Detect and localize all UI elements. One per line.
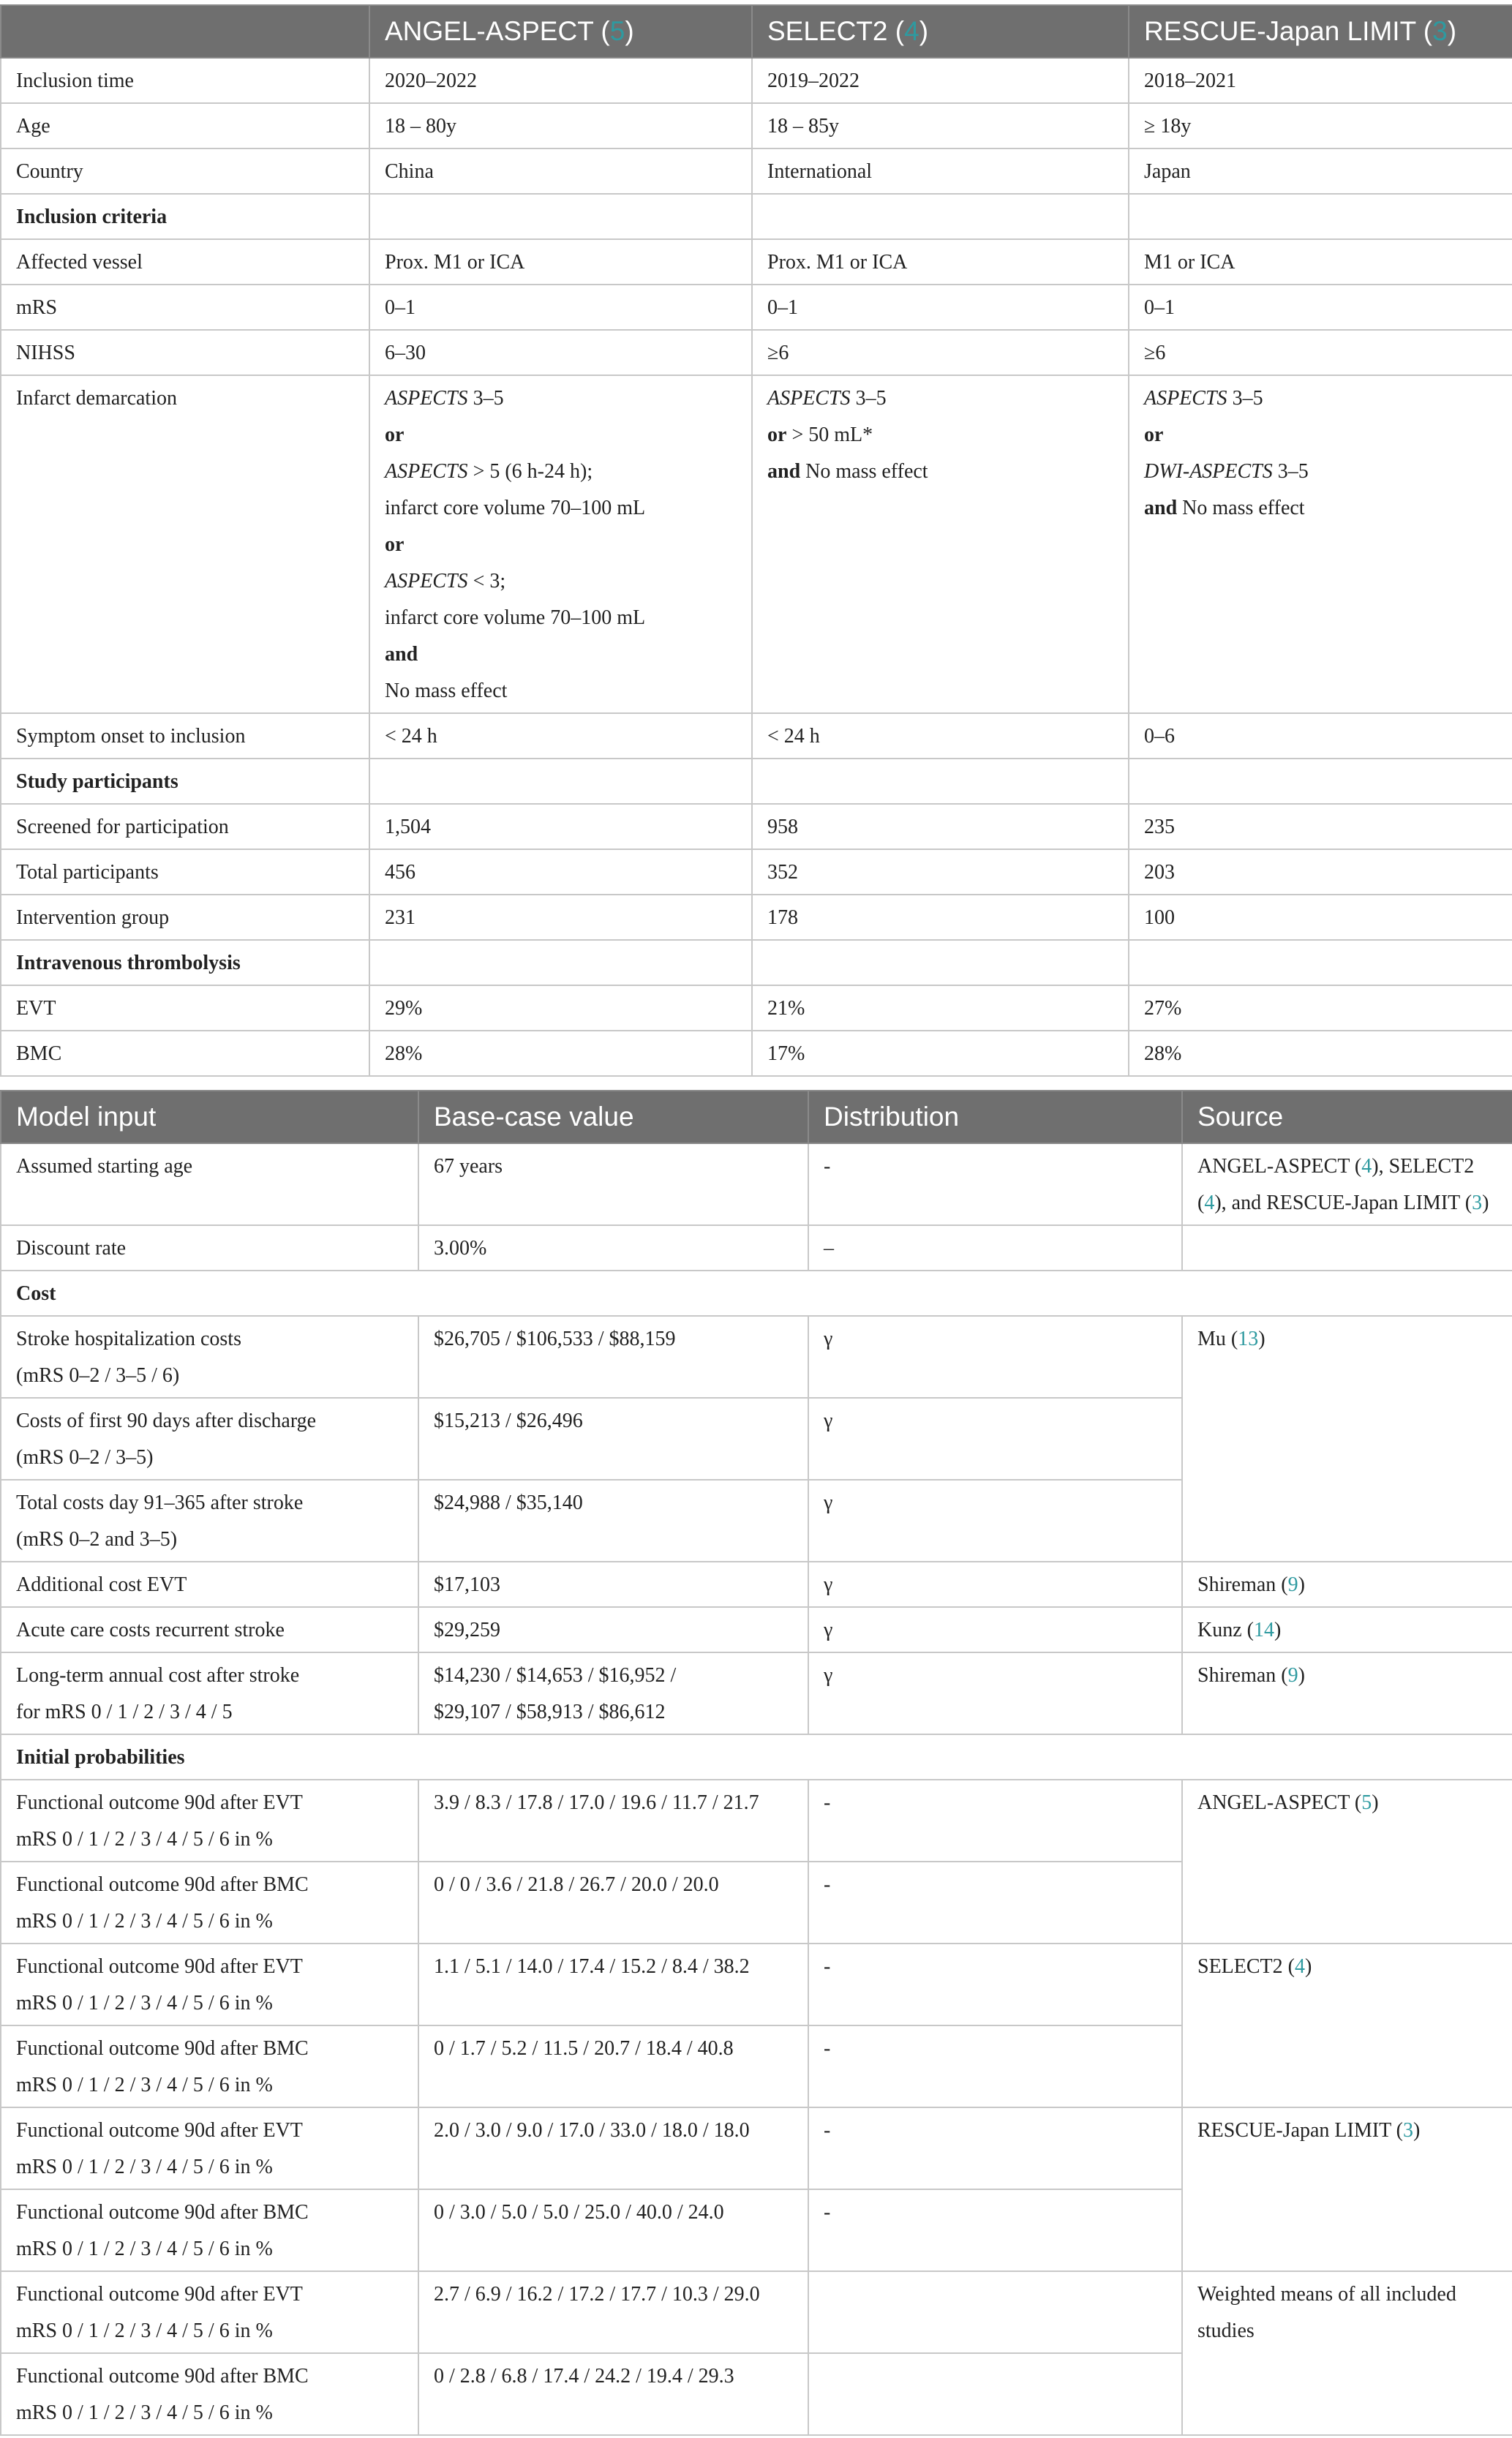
cell: 6–30 — [369, 330, 752, 375]
row-label: mRS — [1, 285, 369, 330]
cell — [808, 2271, 1182, 2353]
row-label: Symptom onset to inclusion — [1, 713, 369, 759]
reference-link[interactable]: 3 — [1432, 16, 1448, 46]
table-row — [1, 1316, 1512, 1398]
cell: γ — [808, 1652, 1182, 1734]
cell: < 24 h — [752, 713, 1129, 759]
row-label: EVT — [1, 985, 369, 1031]
section-label: Inclusion criteria — [1, 194, 369, 239]
table-header-row — [1, 1091, 1512, 1143]
header-select2: SELECT2 (4) — [752, 5, 1129, 58]
cell-infarct-select2: ASPECTS 3–5 or > 50 mL* and No mass effect — [752, 375, 1129, 713]
row-label: Total participants — [1, 849, 369, 895]
cell: 100 — [1129, 895, 1512, 940]
table-row — [1, 58, 1512, 103]
cell: 2.7 / 6.9 / 16.2 / 17.2 / 17.7 / 10.3 / 29.0 — [418, 2271, 808, 2353]
cell: - — [808, 1780, 1182, 1862]
header-source: Source — [1182, 1091, 1512, 1143]
table-row — [1, 985, 1512, 1031]
row-label: Infarct demarcation — [1, 375, 369, 713]
reference-link[interactable]: 5 — [1361, 1791, 1372, 1814]
reference-link[interactable]: 14 — [1253, 1619, 1274, 1641]
cell: γ — [808, 1398, 1182, 1480]
table-row — [1, 148, 1512, 194]
row-label: Country — [1, 148, 369, 194]
header-base-case-value: Base-case value — [418, 1091, 808, 1143]
cell: 17% — [752, 1031, 1129, 1076]
header-angel-aspect: ANGEL-ASPECT (5) — [369, 5, 752, 58]
table-row — [1, 1652, 1512, 1734]
table-row — [1, 804, 1512, 849]
reference-link[interactable]: 4 — [1295, 1955, 1305, 1978]
table-row — [1, 239, 1512, 285]
reference-link[interactable]: 3 — [1472, 1192, 1483, 1214]
table-row — [1, 1031, 1512, 1076]
table-row — [1, 103, 1512, 148]
table-row — [1, 1607, 1512, 1652]
source-cell: ANGEL-ASPECT (4), SELECT2 (4), and RESCUE-Japan LIMIT (3) — [1182, 1143, 1512, 1225]
cell: 1,504 — [369, 804, 752, 849]
row-label: Long-term annual cost after stroke for mRS 0 / 1 / 2 / 3 / 4 / 5 — [1, 1652, 418, 1734]
row-label: BMC — [1, 1031, 369, 1076]
cell: 0–1 — [1129, 285, 1512, 330]
section-label: Intravenous thrombolysis — [1, 940, 369, 985]
row-label: Stroke hospitalization costs (mRS 0–2 / 3–5 / 6) — [1, 1316, 418, 1398]
table-row — [1, 1944, 1512, 2025]
row-label: Affected vessel — [1, 239, 369, 285]
row-label: Functional outcome 90d after BMC mRS 0 / 1 / 2 / 3 / 4 / 5 / 6 in % — [1, 2189, 418, 2271]
cell: γ — [808, 1480, 1182, 1562]
cell: γ — [808, 1562, 1182, 1607]
section-label: Initial probabilities — [1, 1734, 1512, 1780]
cell: Prox. M1 or ICA — [752, 239, 1129, 285]
cell: - — [808, 2107, 1182, 2189]
section-row — [1, 940, 1512, 985]
source-cell: RESCUE-Japan LIMIT (3) — [1182, 2107, 1512, 2271]
cell: 958 — [752, 804, 1129, 849]
table-row — [1, 285, 1512, 330]
row-label: Intervention group — [1, 895, 369, 940]
header-model-input: Model input — [1, 1091, 418, 1143]
cell: $17,103 — [418, 1562, 808, 1607]
cell: International — [752, 148, 1129, 194]
row-label: Discount rate — [1, 1225, 418, 1271]
section-row — [1, 759, 1512, 804]
model-inputs-table — [0, 1090, 1512, 2436]
cell: 235 — [1129, 804, 1512, 849]
cell: - — [808, 1143, 1182, 1225]
cell: 3.9 / 8.3 / 17.8 / 17.0 / 19.6 / 11.7 / 21.7 — [418, 1780, 808, 1862]
reference-link[interactable]: 4 — [904, 16, 919, 46]
cell: 203 — [1129, 849, 1512, 895]
cell: γ — [808, 1607, 1182, 1652]
table-row — [1, 2271, 1512, 2353]
cell: - — [808, 1944, 1182, 2025]
section-label: Study participants — [1, 759, 369, 804]
cell: < 24 h — [369, 713, 752, 759]
source-cell: Weighted means of all included studies — [1182, 2271, 1512, 2435]
cell: 178 — [752, 895, 1129, 940]
row-label: Costs of first 90 days after discharge (mRS 0–2 / 3–5) — [1, 1398, 418, 1480]
section-row — [1, 1734, 1512, 1780]
source-cell: SELECT2 (4) — [1182, 1944, 1512, 2107]
row-label: Inclusion time — [1, 58, 369, 103]
cell: 0–1 — [752, 285, 1129, 330]
cell-infarct-angel: ASPECTS 3–5 or ASPECTS > 5 (6 h-24 h); infarct core volume 70–100 mL or ASPECTS < 3; infarct core volume 70–100 mL and No mass effect — [369, 375, 752, 713]
source-cell: ANGEL-ASPECT (5) — [1182, 1780, 1512, 1944]
cell: 2.0 / 3.0 / 9.0 / 17.0 / 33.0 / 18.0 / 18.0 — [418, 2107, 808, 2189]
row-label: Functional outcome 90d after EVT mRS 0 / 1 / 2 / 3 / 4 / 5 / 6 in % — [1, 2107, 418, 2189]
source-cell: Mu (13) — [1182, 1316, 1512, 1562]
cell: 28% — [1129, 1031, 1512, 1076]
table-row — [1, 375, 1512, 713]
cell: 67 years — [418, 1143, 808, 1225]
reference-link[interactable]: 13 — [1238, 1328, 1259, 1350]
table-row — [1, 1562, 1512, 1607]
cell: – — [808, 1225, 1182, 1271]
cell: 2018–2021 — [1129, 58, 1512, 103]
cell: 0 / 2.8 / 6.8 / 17.4 / 24.2 / 19.4 / 29.3 — [418, 2353, 808, 2435]
cell: $26,705 / $106,533 / $88,159 — [418, 1316, 808, 1398]
row-label: Additional cost EVT — [1, 1562, 418, 1607]
row-label: Screened for participation — [1, 804, 369, 849]
cell: - — [808, 2025, 1182, 2107]
row-label: Functional outcome 90d after EVT mRS 0 / 1 / 2 / 3 / 4 / 5 / 6 in % — [1, 1780, 418, 1862]
table-row — [1, 330, 1512, 375]
cell: ≥ 18y — [1129, 103, 1512, 148]
cell: 18 – 80y — [369, 103, 752, 148]
source-cell: Kunz (14) — [1182, 1607, 1512, 1652]
cell: 0–6 — [1129, 713, 1512, 759]
cell: Prox. M1 or ICA — [369, 239, 752, 285]
cell: ≥6 — [1129, 330, 1512, 375]
reference-link[interactable]: 4 — [1204, 1192, 1215, 1214]
cell: 2019–2022 — [752, 58, 1129, 103]
cell: 1.1 / 5.1 / 14.0 / 17.4 / 15.2 / 8.4 / 38.2 — [418, 1944, 808, 2025]
row-label: Functional outcome 90d after EVT mRS 0 / 1 / 2 / 3 / 4 / 5 / 6 in % — [1, 2271, 418, 2353]
source-cell: Shireman (9) — [1182, 1652, 1512, 1734]
table-row — [1, 2107, 1512, 2189]
cell: 18 – 85y — [752, 103, 1129, 148]
reference-link[interactable]: 9 — [1287, 1664, 1298, 1687]
cell: 0–1 — [369, 285, 752, 330]
row-label: Assumed starting age — [1, 1143, 418, 1225]
reference-link[interactable]: 9 — [1287, 1573, 1298, 1596]
table-header-row — [1, 5, 1512, 58]
row-label: Total costs day 91–365 after stroke (mRS 0–2 and 3–5) — [1, 1480, 418, 1562]
table-row — [1, 1143, 1512, 1225]
reference-link[interactable]: 4 — [1361, 1155, 1372, 1178]
cell: 29% — [369, 985, 752, 1031]
cell: $29,259 — [418, 1607, 808, 1652]
header-blank — [1, 5, 369, 58]
table-row — [1, 1225, 1512, 1271]
cell: M1 or ICA — [1129, 239, 1512, 285]
cell: γ — [808, 1316, 1182, 1398]
row-label: NIHSS — [1, 330, 369, 375]
cell: ≥6 — [752, 330, 1129, 375]
cell: 27% — [1129, 985, 1512, 1031]
table-row — [1, 849, 1512, 895]
row-label: Functional outcome 90d after BMC mRS 0 / 1 / 2 / 3 / 4 / 5 / 6 in % — [1, 2353, 418, 2435]
cell: - — [808, 2189, 1182, 2271]
cell: $15,213 / $26,496 — [418, 1398, 808, 1480]
cell: 456 — [369, 849, 752, 895]
source-cell: Shireman (9) — [1182, 1562, 1512, 1607]
cell: 231 — [369, 895, 752, 940]
cell: 28% — [369, 1031, 752, 1076]
row-label: Age — [1, 103, 369, 148]
section-label: Cost — [1, 1271, 1512, 1316]
cell: 3.00% — [418, 1225, 808, 1271]
cell: 0 / 0 / 3.6 / 21.8 / 26.7 / 20.0 / 20.0 — [418, 1862, 808, 1944]
cell: China — [369, 148, 752, 194]
cell: 0 / 3.0 / 5.0 / 5.0 / 25.0 / 40.0 / 24.0 — [418, 2189, 808, 2271]
table-row — [1, 713, 1512, 759]
cell: - — [808, 1862, 1182, 1944]
table-row — [1, 1780, 1512, 1862]
cell: $24,988 / $35,140 — [418, 1480, 808, 1562]
row-label: Acute care costs recurrent stroke — [1, 1607, 418, 1652]
header-rescue-japan-limit: RESCUE-Japan LIMIT (3) — [1129, 5, 1512, 58]
cell: 352 — [752, 849, 1129, 895]
cell: Japan — [1129, 148, 1512, 194]
table-row — [1, 895, 1512, 940]
cell-infarct-rescue: ASPECTS 3–5 or DWI-ASPECTS 3–5 and No mass effect — [1129, 375, 1512, 713]
row-label: Functional outcome 90d after BMC mRS 0 / 1 / 2 / 3 / 4 / 5 / 6 in % — [1, 1862, 418, 1944]
section-row — [1, 194, 1512, 239]
reference-link[interactable]: 3 — [1403, 2119, 1413, 2142]
reference-link[interactable]: 5 — [609, 16, 625, 46]
cell: $14,230 / $14,653 / $16,952 / $29,107 / $58,913 / $86,612 — [418, 1652, 808, 1734]
cell: 0 / 1.7 / 5.2 / 11.5 / 20.7 / 18.4 / 40.8 — [418, 2025, 808, 2107]
section-row — [1, 1271, 1512, 1316]
row-label: Functional outcome 90d after EVT mRS 0 / 1 / 2 / 3 / 4 / 5 / 6 in % — [1, 1944, 418, 2025]
cell — [808, 2353, 1182, 2435]
row-label: Functional outcome 90d after BMC mRS 0 / 1 / 2 / 3 / 4 / 5 / 6 in % — [1, 2025, 418, 2107]
trial-characteristics-table — [0, 4, 1512, 1077]
cell: 21% — [752, 985, 1129, 1031]
cell: 2020–2022 — [369, 58, 752, 103]
header-distribution: Distribution — [808, 1091, 1182, 1143]
